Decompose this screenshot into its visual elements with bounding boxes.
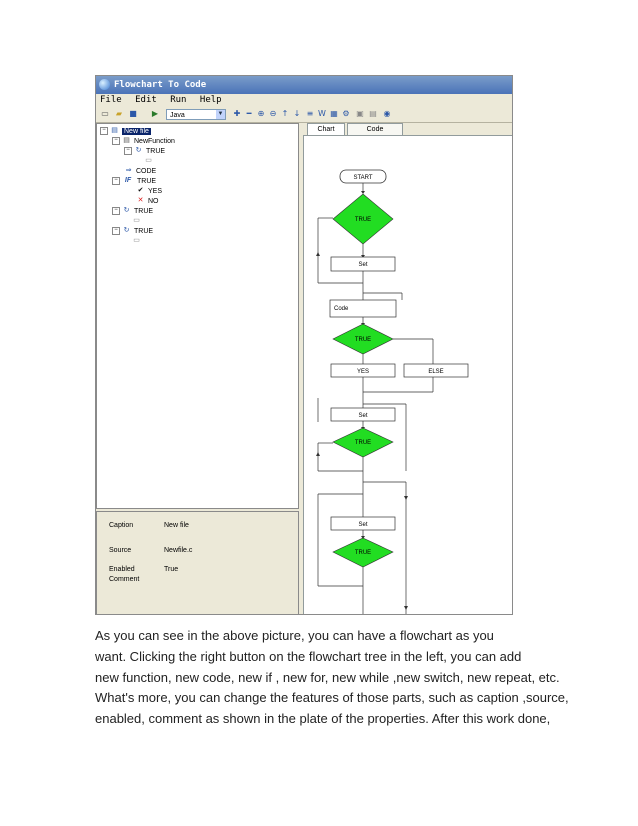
process-label: Set xyxy=(358,522,368,528)
menu-run[interactable]: Run xyxy=(170,95,187,105)
decision-label: TRUE xyxy=(354,337,372,343)
process-label: Set xyxy=(358,262,368,268)
help-icon[interactable]: ◉ xyxy=(383,109,391,118)
start-label: START xyxy=(353,175,373,181)
collapse-icon[interactable]: − xyxy=(100,127,108,135)
run-icon[interactable]: ▶ xyxy=(151,109,159,118)
tree-label: TRUE xyxy=(146,148,166,155)
paragraph-line: want. Clicking the right button on the flowchart tree in the left, you can add xyxy=(95,648,522,664)
else-label: ELSE xyxy=(428,369,444,375)
tree-node-if[interactable] xyxy=(112,177,156,187)
yes-label: YES xyxy=(356,369,370,375)
new-file-icon[interactable]: ▭ xyxy=(101,109,109,118)
loop-icon: ↻ xyxy=(135,147,142,155)
language-select[interactable] xyxy=(166,109,226,120)
window-titlebar xyxy=(96,76,512,94)
code-label: Code xyxy=(334,306,349,312)
flowchart-canvas xyxy=(303,135,513,615)
tree-label: NO xyxy=(148,198,159,205)
chart-area xyxy=(301,123,513,615)
tree-label: YES xyxy=(148,188,163,195)
tree-node-loop[interactable] xyxy=(112,207,153,217)
tree-node-loop[interactable] xyxy=(124,147,165,157)
empty-block-icon: ▭ xyxy=(145,157,152,165)
prop-value-enabled[interactable]: True xyxy=(164,566,179,573)
save-icon[interactable]: ■ xyxy=(129,109,137,118)
arrow-up-icon[interactable]: ↑ xyxy=(281,109,289,118)
settings-icon[interactable]: ⚙ xyxy=(342,109,350,118)
properties-panel xyxy=(96,511,299,615)
tree-node-yes[interactable] xyxy=(136,187,162,197)
tab-chart[interactable]: Chart xyxy=(307,123,345,135)
paragraph-line: new function, new code, new if , new for, new while ,new switch, new repeat, etc. xyxy=(95,669,560,685)
prop-key: Caption xyxy=(109,522,134,529)
arrow-down-icon[interactable]: ↓ xyxy=(293,109,301,118)
add-icon[interactable]: ✚ xyxy=(233,109,241,118)
tree-label: TRUE xyxy=(134,228,154,235)
process-label: Set xyxy=(358,413,368,419)
tree-label: NewFunction xyxy=(134,138,175,145)
chevron-down-icon: ▼ xyxy=(217,111,224,117)
menu-help[interactable]: Help xyxy=(199,95,222,105)
tree-node-no[interactable] xyxy=(136,197,159,207)
tree-label: CODE xyxy=(136,168,157,175)
paragraph-line: enabled, comment as shown in the plate of the properties. After this work done, xyxy=(95,711,551,727)
cross-icon: ✕ xyxy=(137,197,144,205)
tree-label: TRUE xyxy=(137,178,157,185)
remove-icon[interactable]: ━ xyxy=(246,109,252,118)
open-folder-icon[interactable]: ▰ xyxy=(115,109,123,118)
prop-key: Enabled xyxy=(109,566,135,573)
prop-key: Source xyxy=(109,547,132,554)
word-icon[interactable]: W xyxy=(318,109,326,118)
tree-node-empty[interactable] xyxy=(144,157,156,167)
toolbar xyxy=(96,107,512,123)
empty-block-icon: ▭ xyxy=(133,217,140,225)
loop-icon: ↻ xyxy=(123,227,130,235)
language-value: Java xyxy=(170,112,185,119)
tree-node-code[interactable] xyxy=(124,167,156,177)
tree-label: TRUE xyxy=(134,208,154,215)
paragraph-line: As you can see in the above picture, you can have a flowchart as you xyxy=(95,628,494,643)
menu-file[interactable]: File xyxy=(100,95,122,105)
function-icon: ▤ xyxy=(123,137,130,145)
export-icon[interactable]: ▤ xyxy=(369,109,377,118)
flowchart-svg xyxy=(304,136,513,615)
tree-node-empty[interactable] xyxy=(132,217,144,227)
flowchart-tree xyxy=(96,123,299,509)
tree-node-loop[interactable] xyxy=(112,227,153,237)
collapse-icon[interactable]: − xyxy=(112,227,120,235)
window-title: Flowchart To Code xyxy=(114,80,207,90)
menu-edit[interactable]: Edit xyxy=(135,95,157,105)
decision-label: TRUE xyxy=(354,550,372,556)
body-paragraph xyxy=(95,626,569,730)
zoom-in-icon[interactable]: ⊕ xyxy=(257,109,265,118)
app-screenshot xyxy=(95,75,513,615)
prop-value-caption[interactable]: New file xyxy=(164,522,189,529)
file-icon: ▤ xyxy=(111,127,118,135)
empty-block-icon: ▭ xyxy=(133,237,140,245)
collapse-icon[interactable]: − xyxy=(112,177,120,185)
decision-label: TRUE xyxy=(354,440,372,446)
tree-label: New file xyxy=(124,128,149,135)
image-icon[interactable]: ▣ xyxy=(356,109,364,118)
prop-value-source[interactable]: Newfile.c xyxy=(164,547,193,554)
tree-node-new-file[interactable] xyxy=(100,127,151,137)
code-icon: ⇒ xyxy=(125,167,132,175)
collapse-icon[interactable]: − xyxy=(124,147,132,155)
collapse-icon[interactable]: − xyxy=(112,207,120,215)
tree-node-empty[interactable] xyxy=(132,237,144,247)
loop-icon: ↻ xyxy=(123,207,130,215)
prop-key: Comment xyxy=(109,576,140,583)
list-icon[interactable]: ≡ xyxy=(306,109,314,118)
tab-code[interactable]: Code xyxy=(347,123,403,135)
menu-bar xyxy=(96,94,512,107)
tree-node-function[interactable] xyxy=(112,137,175,147)
app-icon xyxy=(99,79,110,90)
if-icon: IF xyxy=(124,177,132,185)
zoom-out-icon[interactable]: ⊖ xyxy=(269,109,277,118)
grid-icon[interactable]: ▦ xyxy=(330,109,338,118)
paragraph-line: What's more, you can change the features of those parts, such as caption ,source, xyxy=(95,690,569,706)
check-icon: ✔ xyxy=(137,187,144,195)
decision-label: TRUE xyxy=(354,217,372,223)
collapse-icon[interactable]: − xyxy=(112,137,120,145)
